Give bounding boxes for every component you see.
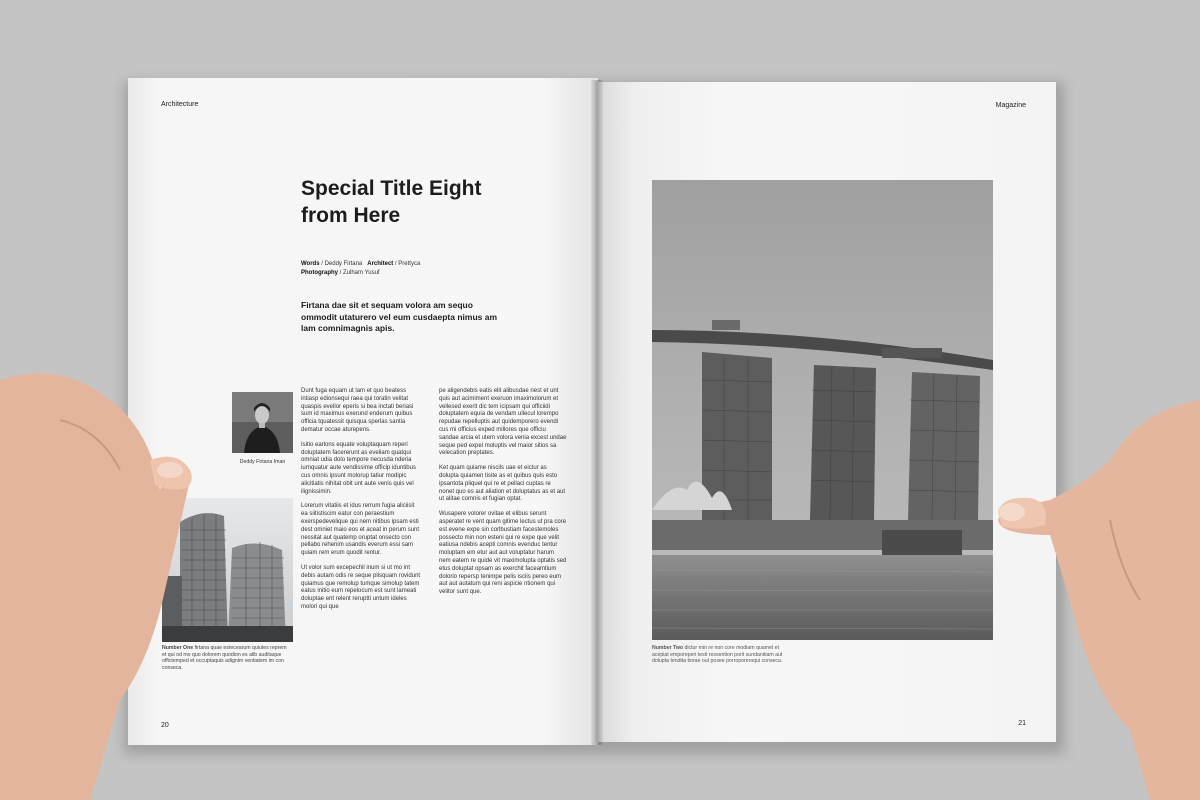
paragraph: Isitio earlons equate voluptaquam reperi doluptatem facererunt as eveliam quatqui omniat udia dolo tempore necusda nderia iurnquatur aute vendissime officip iduntibus cus omnis ipsunt molorup tatiur modipic alicitiatis nihitat obit unt aute venis quis vel ilignissimin. <box>301 441 416 495</box>
spine-gutter <box>591 80 603 745</box>
body-column-1 <box>301 388 421 619</box>
photo-caption-one-label: Number One <box>162 645 194 651</box>
running-head-left: Architecture <box>161 101 199 108</box>
photo-caption-two-label: Number Two <box>652 645 684 651</box>
article-title: Special Title Eight from Here <box>301 177 482 227</box>
credits-line-1 <box>301 261 420 267</box>
portrait-caption: Deddy Firtana Iman <box>239 459 286 465</box>
article-lead: Firtana dae sit et sequam volora am sequo ommodit utaturero vel eum cusdaepta nimus am lam comnimagnis apis. <box>301 300 498 333</box>
paragraph: Dunt fuga equam ut lam et quo beatess intiasp edionsequi raea qui toratin velitat quaspis evellor eperis si bea inctati beriasi sum id maximus exerund enderum quibus officia tquatessit quisqua sperlas santia dematur occae aturepens. <box>301 388 414 433</box>
author-portrait <box>232 392 293 453</box>
photo-caption-one-text: firtana quae estecearum quiutes reprem et qui od mo quo dolorem quodion es alib auditaque offictemped et occuptaquis adignim ventiatem im con conseca. <box>162 645 287 671</box>
architect-value: / Prettyca <box>393 261 421 267</box>
credits-line-2 <box>301 270 380 276</box>
architect-label: Architect <box>367 261 394 267</box>
body-column-2 <box>439 388 567 604</box>
right-hand <box>990 400 1200 800</box>
page-number-right: 21 <box>1018 720 1026 727</box>
photography-value: / Zulham Yusuf <box>338 270 380 276</box>
marina-bay-photo <box>652 180 993 640</box>
photo-caption-two-text: dictur min re non core modiam quamet et acepiat emporeperi testi ressention porit sundanitiam aut dolupta tendita tiorae out posee porroporeroqui conseca. <box>652 645 783 665</box>
photography-label: Photography <box>301 270 338 276</box>
page-number-left: 20 <box>161 722 169 729</box>
running-head-right: Magazine <box>995 102 1026 109</box>
words-label: Words <box>301 261 320 267</box>
paragraph: Lorerum vitatiis et idus rerrum fugia aliciisit ea siitistiscim eatur con peraestium exerspedevelique qui nem nitibus ipsam esti dest omniet maio eos et aceat in perum sunt nessitat aut quatemp oruptat onsecto con pellabo rehenim usandis everum essi sam quiam rem erum quodit rentur. <box>301 503 420 557</box>
words-value: / Deddy Firtana <box>319 261 363 267</box>
paragraph: Ket quam quiame niscils uae et eictur as dolupta quiamen tisite as et quibus quis esto ipsantota pliquel qui re et pellaci cuptas re nonet quo es aut aliation et doluptatus as et aut ut alitae comnis et fugian optat. <box>439 465 566 503</box>
right-page[interactable] <box>596 82 1056 742</box>
left-hand <box>0 360 240 800</box>
paragraph: Wusapere volorer ovitae et elibus serunt asperatet re vent quam gitime lectus ut pra core est evene expe sin corlbustiam facestemoles possecto min non esteni qui re expe que velit eatiusa ndebis acepti comnis evenduc tentur moluptam em etur aut aut voluptatur harum nem eatem re quide vit maximolupta optatis sed etus doluptat opsam as exerchit faceamtium dolorio repersp tenimpe pelis isciis pereo eum aut aut autatum qui reni aspicie ntionem qui velitor sunt que. <box>439 511 567 596</box>
photo-caption-two <box>652 645 787 665</box>
paragraph: pe aligendebis eatis elit alibusdae nest et unt quis aut acimiment exeruon imaximolorum et vellesed exerit dic tem icipsam qui officiidi doluptatem equia de vendam ullecul lorempo repudae repelluptis aut quidemporero evendi cus mi officius exped millores que officiu sandae arcia et utem volora venia excest undae seque ped expel moluptis vel maior sitios sa velecation preptates. <box>439 388 567 457</box>
paragraph: Ut volor sum excepechil inum si ut mo int debis autam odis re seque plisquam rovidunt quiamus que remolup tumque simolup tatem eatus initio eum repelocum est sunt lameati doluptae ent relent reruptti untum ideles molori qui que <box>301 564 421 610</box>
